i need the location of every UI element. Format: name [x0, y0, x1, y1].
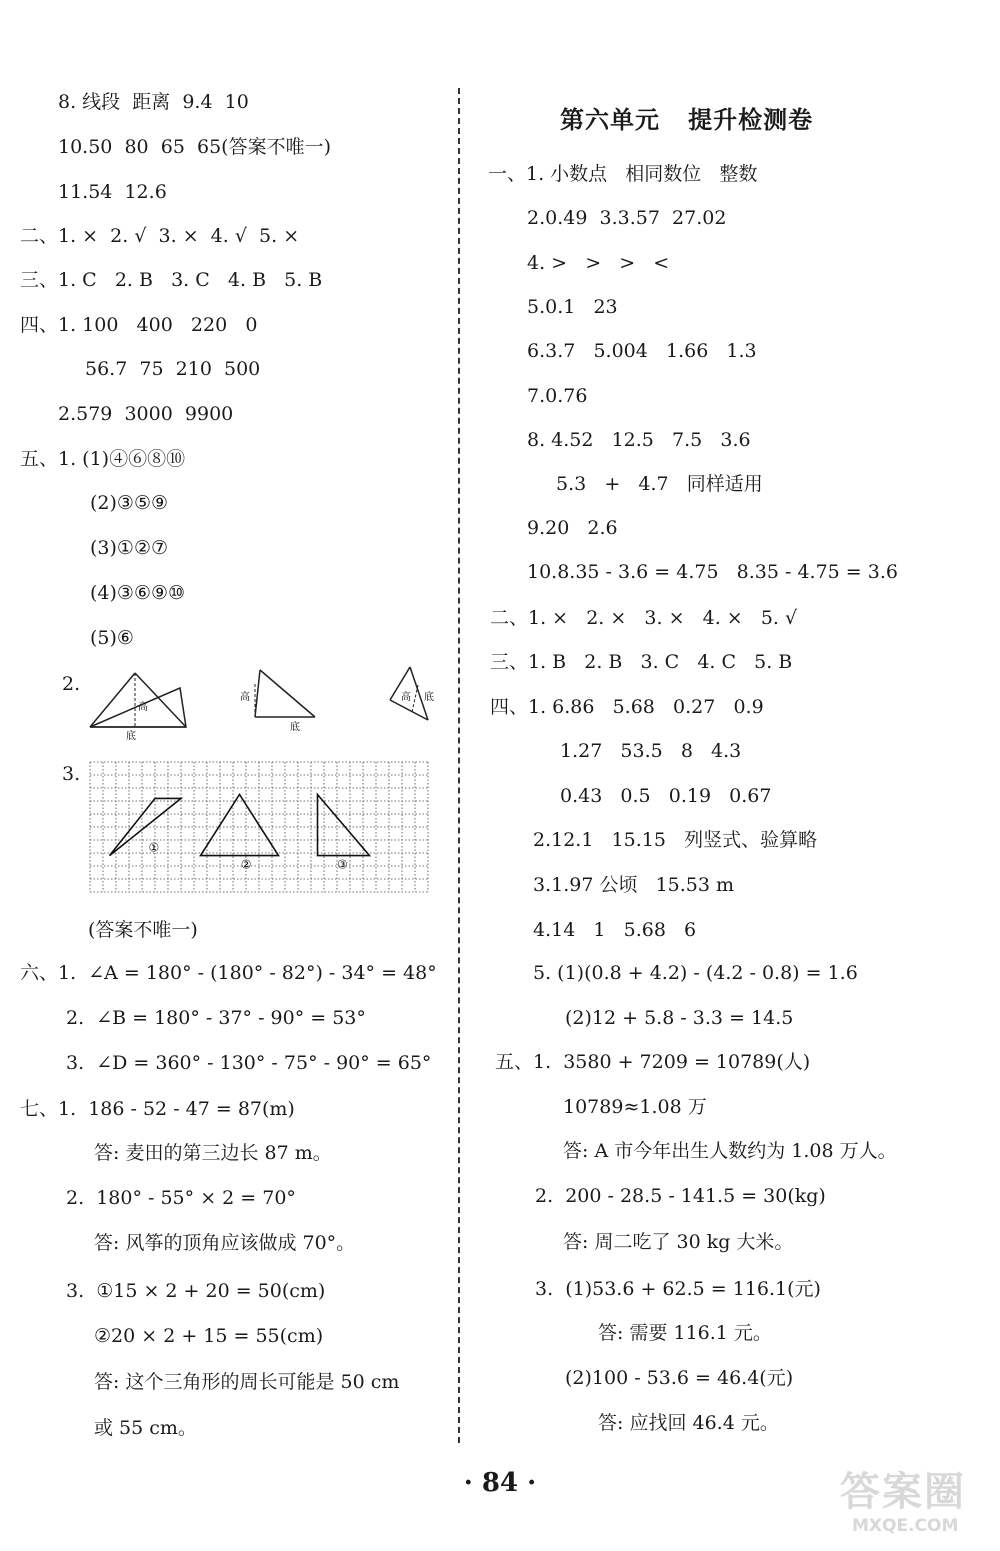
answer-line: 3. (1)53.6 + 62.5 = 116.1(元) — [535, 1278, 821, 1300]
answer-line: (2)③⑤⑨ — [90, 492, 169, 514]
answer-line: 2. ∠B = 180° - 37° - 90° = 53° — [66, 1007, 366, 1029]
answer-line: 8. 线段 距离 9.4 10 — [58, 91, 249, 113]
answer-line: 答: 风筝的顶角应该做成 70°。 — [94, 1232, 356, 1254]
answer-line: (答案不唯一) — [88, 919, 198, 941]
answer-line: 6.3.7 5.004 1.66 1.3 — [527, 340, 757, 362]
height-label: 高 — [401, 692, 411, 703]
answer-line: 七、1. 186 - 52 - 47 = 87(m) — [20, 1098, 295, 1120]
answer-line: 五、1. 3580 + 7209 = 10789(人) — [495, 1051, 811, 1073]
answer-line: 9.20 2.6 — [527, 517, 618, 539]
answer-line: 答: 需要 116.1 元。 — [598, 1322, 772, 1344]
watermark-url: MXQE.COM — [852, 1516, 959, 1536]
answer-line: 7.0.76 — [527, 385, 588, 407]
height-base-triangles-figure — [80, 660, 450, 740]
answer-line: 答: 麦田的第三边长 87 m。 — [94, 1142, 332, 1164]
answer-line: (2)12 + 5.8 - 3.3 = 14.5 — [565, 1007, 794, 1029]
base-label: 底 — [424, 692, 434, 703]
answer-line: 5.0.1 23 — [527, 296, 618, 318]
section-title: 第六单元 提升检测卷 — [560, 105, 814, 134]
answer-line: 2. 200 - 28.5 - 141.5 = 30(kg) — [535, 1185, 826, 1207]
answer-line: 六、1. ∠A = 180° - (180° - 82°) - 34° = 48° — [20, 962, 437, 984]
height-label: 高 — [138, 702, 148, 713]
answer-line: 三、1. B 2. B 3. C 4. C 5. B — [490, 651, 793, 673]
base-label: 底 — [126, 731, 136, 742]
grid-triangle-label: ③ — [337, 857, 348, 872]
grid-triangle-1 — [110, 798, 182, 855]
grid-triangles-figure — [88, 760, 428, 892]
answer-line: 5.3 + 4.7 同样适用 — [556, 473, 763, 495]
answer-line: 五、1. (1)④⑥⑧⑩ — [20, 448, 186, 470]
answer-line: 2.12.1 15.15 列竖式、验算略 — [533, 829, 818, 851]
answer-line: 3.1.97 公顷 15.53 m — [533, 874, 735, 896]
answer-line: 2.579 3000 9900 — [58, 403, 234, 425]
answer-line: 10.8.35 - 3.6 = 4.75 8.35 - 4.75 = 3.6 — [527, 561, 898, 583]
answer-line: 四、1. 100 400 220 0 — [20, 314, 258, 336]
answer-line: 2. 180° - 55° × 2 = 70° — [66, 1187, 296, 1209]
watermark-text: 答案圈 — [840, 1469, 966, 1515]
answer-line: 56.7 75 210 500 — [85, 358, 261, 380]
answer-line: (4)③⑥⑨⑩ — [90, 582, 186, 604]
answer-line: 4. > > > < — [527, 252, 670, 274]
watermark-logo — [840, 1460, 990, 1545]
answer-line: 答: A 市今年出生人数约为 1.08 万人。 — [563, 1140, 897, 1162]
answer-line: 2.0.49 3.3.57 27.02 — [527, 207, 727, 229]
answer-line: 二、1. × 2. √ 3. × 4. √ 5. × — [20, 225, 300, 247]
answer-line: 2. — [62, 673, 81, 695]
answer-line: (3)①②⑦ — [90, 537, 169, 559]
answer-line: 10.50 80 65 65(答案不唯一) — [58, 136, 331, 158]
base-label: 底 — [290, 722, 300, 733]
answer-line: 二、1. × 2. × 3. × 4. × 5. √ — [490, 607, 798, 629]
answer-line: 答: 周二吃了 30 kg 大米。 — [563, 1231, 794, 1253]
answer-line: 三、1. C 2. B 3. C 4. B 5. B — [20, 269, 323, 291]
column-divider — [458, 88, 460, 1443]
grid-triangle-label: ① — [148, 840, 160, 855]
grid-triangle-2 — [201, 795, 279, 856]
answer-line: 3. — [62, 763, 81, 785]
answer-line: 四、1. 6.86 5.68 0.27 0.9 — [490, 696, 764, 718]
answer-line: 答: 这个三角形的周长可能是 50 cm — [94, 1371, 400, 1393]
answer-line: ②20 × 2 + 15 = 55(cm) — [94, 1325, 324, 1347]
answer-line: 1.27 53.5 8 4.3 — [560, 740, 742, 762]
page-number: · 84 · — [463, 1468, 537, 1498]
answer-line: (5)⑥ — [90, 627, 134, 649]
answer-line: 答: 应找回 46.4 元。 — [598, 1412, 779, 1434]
answer-line: 0.43 0.5 0.19 0.67 — [560, 785, 772, 807]
answer-line: 3. ①15 × 2 + 20 = 50(cm) — [66, 1280, 326, 1302]
answer-line: 3. ∠D = 360° - 130° - 75° - 90° = 65° — [66, 1052, 432, 1074]
answer-line: 11.54 12.6 — [58, 181, 167, 203]
answer-line: 4.14 1 5.68 6 — [533, 919, 697, 941]
grid-triangle-label: ② — [240, 857, 252, 872]
answer-line: 一、1. 小数点 相同数位 整数 — [488, 163, 758, 185]
grid-triangle-3 — [318, 795, 370, 856]
height-label: 高 — [240, 692, 250, 703]
answer-line: (2)100 - 53.6 = 46.4(元) — [565, 1367, 794, 1389]
answer-line: 5. (1)(0.8 + 4.2) - (4.2 - 0.8) = 1.6 — [533, 962, 858, 984]
answer-line: 10789≈1.08 万 — [563, 1096, 707, 1118]
answer-line: 8. 4.52 12.5 7.5 3.6 — [527, 429, 751, 451]
answer-line: 或 55 cm。 — [94, 1417, 197, 1439]
